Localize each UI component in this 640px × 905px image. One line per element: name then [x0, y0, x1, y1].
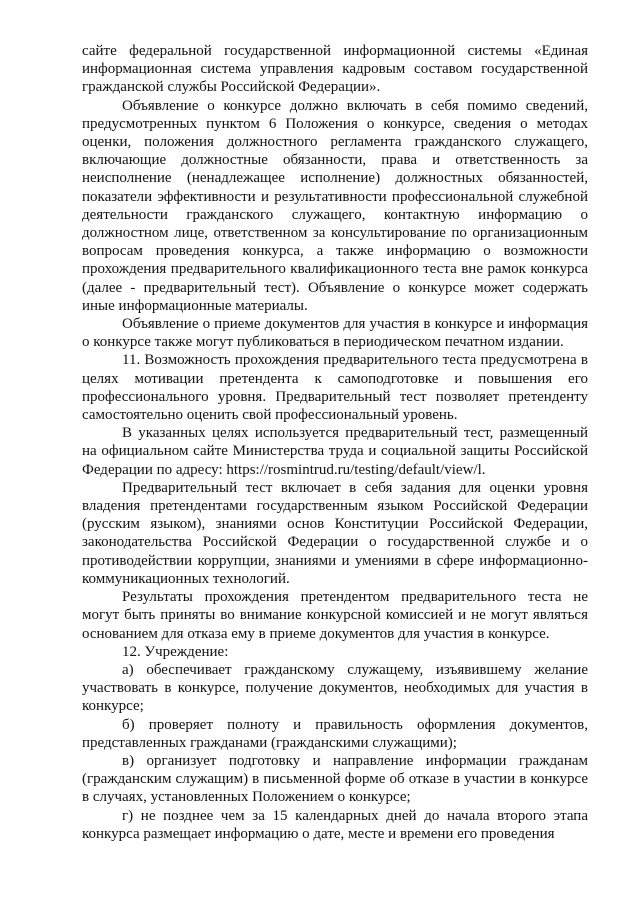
- document-body: [82, 42, 588, 843]
- paragraph-site-continuation: сайте федеральной государственной информационной системы «Единая информационная система управления кадровым составом государственной гражданской службы Российской Федерации».: [82, 43, 588, 96]
- paragraph-test-url: В указанных целях используется предварительный тест, размещенный на официальном сайте Министерства труда и социальной защиты Российской Федерации по адресу: https://rosmintrud.ru/testing/default/view/l.: [82, 425, 588, 478]
- list-item-a: а) обеспечивает гражданскому служащему, изъявившему желание участвовать в конкурсе, получение документов, необходимых для участия в конкурсе;: [82, 661, 588, 715]
- list-item-g: г) не позднее чем за 15 календарных дней до начала второго этапа конкурса размещает информацию о дате, месте и времени его проведения: [82, 807, 588, 842]
- paragraph-test-results: Результаты прохождения претендентом предварительного теста не могут быть приняты во внимание конкурсной комиссией и не могут являться основанием для отказа ему в приеме документов для участия в конкурсе.: [82, 589, 588, 642]
- list-item-b: б) проверяет полноту и правильность оформления документов, представленных гражданами (гражданскими служащими);: [82, 716, 588, 751]
- paragraph-point-12: 12. Учреждение:: [122, 643, 229, 660]
- paragraph-test-content: Предварительный тест включает в себя задания для оценки уровня владения претендентами государственным языком Российской Федерации (русским языком), знаниями основ Конституции Российской Федерации, законодательства Российской Федерации о государственной службе и о противодействии коррупции, знаниями и умениями в сфере информационно-коммуникационных технологий.: [82, 479, 588, 587]
- list-item-v: в) организует подготовку и направление информации гражданам (гражданским служащим) в письменной форме об отказе в участии в конкурсе в случаях, установленных Положением о конкурсе;: [82, 752, 588, 806]
- paragraph-point-11: 11. Возможность прохождения предварительного теста предусмотрена в целях мотивации претендента к самоподготовке и повышения его профессионального уровня. Предварительный тест позволяет претенденту самостоятельно оценить свой профессиональный уровень.: [82, 352, 588, 424]
- paragraph-announcement-content: Объявление о конкурсе должно включать в себя помимо сведений, предусмотренных пунктом 6 Положения о конкурсе, сведения о методах оценки, положения должностного регламента гражданского служащего, включающие должностные обязанности, права и ответственность за неисполнение (ненадлежащее исполнение) должностных обязанностей, показатели эффективности и результативности профессиональной служебной деятельности гражданского служащего, контактную информацию о должностном лице, ответственном за консультирование по организационным вопросам проведения конкурса, а также информацию о возможности прохождения предварительного квалификационного теста вне рамок конкурса (далее - предварительный тест). Объявление о конкурсе может содержать иные информационные материалы.: [82, 97, 588, 314]
- paragraph-periodical-publication: Объявление о приеме документов для участия в конкурсе и информация о конкурсе также могут публиковаться в периодическом печатном издании.: [82, 316, 588, 351]
